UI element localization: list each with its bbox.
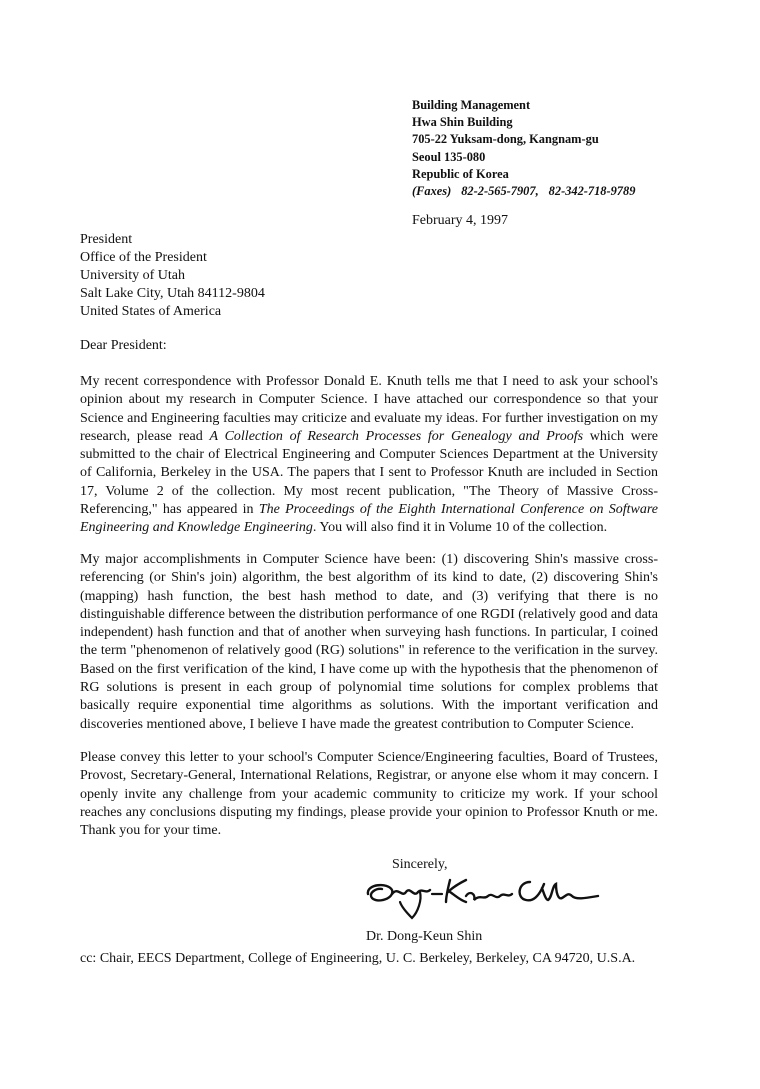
sender-line: Republic of Korea bbox=[412, 166, 509, 181]
publication-title: The Proceedings of the Eighth International Conference on Software Engineering and Knowledge Engineering bbox=[80, 502, 658, 536]
handwritten-signature bbox=[362, 872, 602, 922]
sender-line: 705-22 Yuksam-dong, Kangnam-gu bbox=[412, 132, 599, 147]
paragraph-text: . You will also find it in Volume 10 of the collection. bbox=[312, 520, 608, 536]
publication-title: A Collection of Research Processes for Genealogy and Proofs bbox=[209, 428, 584, 444]
cc-line: cc: Chair, EECS Department, College of Engineering, U. C. Berkeley, Berkeley, CA 94720, U.S.A. bbox=[80, 951, 636, 966]
faxes-label: (Faxes) bbox=[412, 184, 452, 199]
body-paragraph-3: Please convey this letter to your school's Computer Science/Engineering faculties, Board of Trustees, Provost, Secretary-General, International Relations, Registrar, or anyone else whom it may concern. I openly invite any challenge from your academic community to criticize my work. If your school reaches any conclusions disputing my findings, please provide your opinion to Professor Knuth or me. Thank you for your time. bbox=[80, 750, 658, 839]
fax-numbers bbox=[412, 183, 742, 200]
body-paragraph-1 bbox=[80, 373, 658, 538]
recipient-line: United States of America bbox=[80, 303, 222, 319]
fax-number: 82-2-565-7907, bbox=[461, 184, 539, 199]
signer-name: Dr. Dong-Keun Shin bbox=[366, 929, 483, 944]
sender-line: Seoul 135-080 bbox=[412, 149, 486, 164]
closing: Sincerely, bbox=[392, 857, 448, 872]
recipient-line: Salt Lake City, Utah 84112-9804 bbox=[80, 285, 265, 301]
paragraph-text: My recent correspondence with Professor Donald E. Knuth tells me that I need to ask your school's opinion about my research in Computer Science. I have attached our correspondence so that your Science and Engineering faculties may criticize and evaluate my ideas. For further investigation on my research, please read bbox=[80, 374, 658, 444]
recipient-line: President bbox=[80, 232, 133, 247]
body-paragraph-2: My major accomplishments in Computer Science have been: (1) discovering Shin's massive cross-referencing (or Shin's join) algorithm, the best algorithm of its kind to date, (2) discovering Shin's (mapping) hash function, the best hash method to date, and (3) verifying that there is no distinguishable difference between the distribution performance of one RGDI (relatively good and data independent) hash function and that of another when surveying hash functions. In particular, I coined the term "phenomenon of relatively good (RG) solutions" in reference to the verification in the survey. Based on the first verification of the kind, I have come up with the hypothesis that the phenomenon of RG solutions is present in each group of polynomial time solutions for complex problems that basically require exponential time algorithms as solutions. With the important verification and discoveries mentioned above, I believe I have made the greatest contribution to Computer Science. bbox=[80, 552, 658, 732]
paragraph-text: which were submitted to the chair of Electrical Engineering and Computer Sciences Department at the University of California, Berkeley in the USA. The papers that I sent to Professor Knuth are included in Section 17, Volume 2 of the collection. My most recent publication, "The Theory of Massive Cross-Referencing," has appeared in bbox=[80, 428, 658, 518]
recipient-line: University of Utah bbox=[80, 267, 185, 283]
letter-date: February 4, 1997 bbox=[412, 213, 509, 228]
fax-number: 82-342-718-9789 bbox=[548, 184, 636, 199]
sender-address bbox=[412, 97, 742, 200]
recipient-address bbox=[80, 231, 265, 321]
sender-line: Hwa Shin Building bbox=[412, 115, 513, 130]
recipient-line: Office of the President bbox=[80, 249, 207, 265]
salutation: Dear President: bbox=[80, 338, 167, 353]
sender-line: Building Management bbox=[412, 98, 531, 112]
